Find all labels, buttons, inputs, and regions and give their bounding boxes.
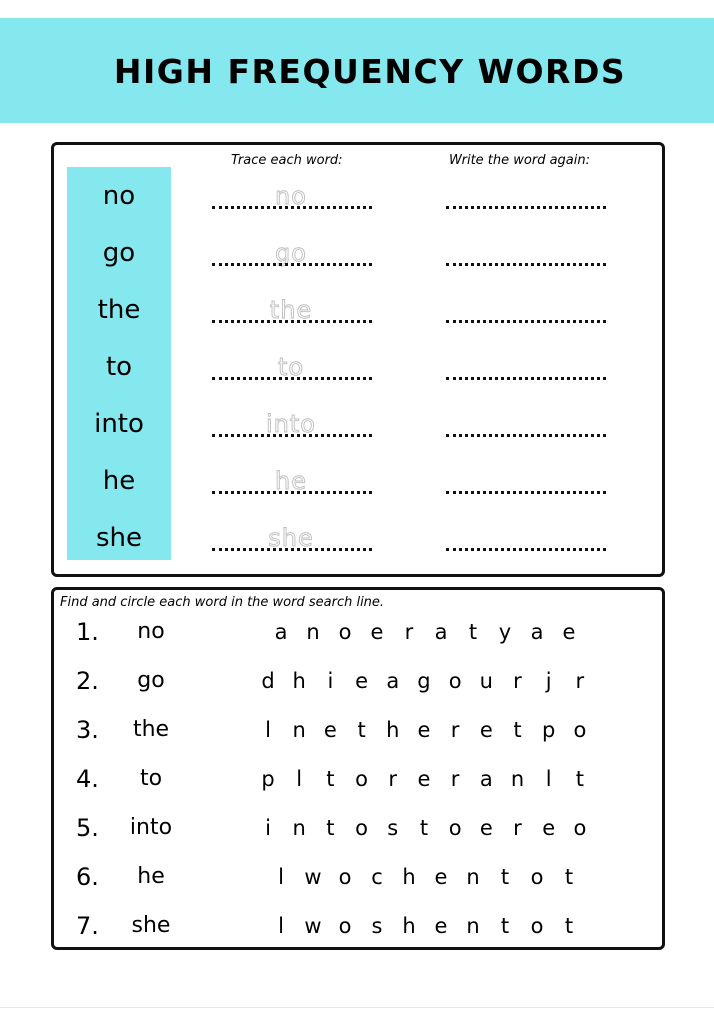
- letter-line: [272, 617, 578, 647]
- write-line: [446, 434, 606, 437]
- search-letter[interactable]: n: [510, 767, 525, 791]
- search-row-number: 2.: [76, 667, 99, 695]
- write-heading: Write the word again:: [449, 153, 591, 168]
- search-letter[interactable]: n: [466, 914, 480, 938]
- search-letter[interactable]: o: [338, 620, 352, 644]
- search-row-number: 4.: [76, 765, 99, 793]
- search-row-word: go: [137, 668, 165, 693]
- search-row: [54, 862, 662, 910]
- trace-word: to: [277, 353, 305, 381]
- write-line: [446, 320, 606, 323]
- search-letter[interactable]: o: [573, 816, 587, 840]
- trace-line: [212, 548, 372, 551]
- search-letter[interactable]: r: [388, 767, 398, 791]
- search-letter[interactable]: e: [355, 669, 369, 693]
- trace-panel: [51, 142, 665, 577]
- search-letter[interactable]: h: [386, 718, 400, 742]
- search-letter[interactable]: a: [434, 620, 448, 644]
- word-label: to: [105, 352, 133, 382]
- search-letter[interactable]: p: [261, 767, 275, 791]
- word-label: he: [102, 466, 136, 496]
- search-row-word: into: [129, 815, 173, 840]
- letter-line: [259, 715, 589, 745]
- page-title: HIGH FREQUENCY WORDS: [113, 52, 627, 91]
- search-row: [54, 764, 662, 812]
- search-letter[interactable]: a: [274, 620, 288, 644]
- write-line: [446, 377, 606, 380]
- trace-word: he: [275, 467, 307, 495]
- search-letter[interactable]: y: [498, 620, 512, 644]
- search-letter[interactable]: o: [448, 816, 462, 840]
- word-search-panel: [51, 587, 665, 950]
- word-label: no: [102, 181, 136, 211]
- search-letter[interactable]: l: [545, 767, 552, 791]
- search-letter[interactable]: i: [327, 669, 334, 693]
- trace-row: [54, 291, 662, 348]
- search-row: [54, 715, 662, 763]
- trace-line: [212, 491, 372, 494]
- search-letter[interactable]: a: [386, 669, 400, 693]
- search-letter[interactable]: r: [513, 669, 522, 693]
- search-letter[interactable]: e: [479, 816, 493, 840]
- search-row: [54, 911, 662, 959]
- search-letter[interactable]: t: [326, 816, 335, 840]
- search-letter[interactable]: t: [357, 718, 366, 742]
- search-letter[interactable]: t: [513, 718, 522, 742]
- search-letter[interactable]: e: [370, 620, 384, 644]
- search-letter[interactable]: n: [466, 865, 480, 889]
- search-letter[interactable]: o: [338, 865, 352, 889]
- search-letter[interactable]: c: [371, 865, 383, 889]
- search-row-number: 3.: [76, 716, 99, 744]
- letter-line: [272, 862, 578, 892]
- trace-row: [54, 177, 662, 234]
- search-letter[interactable]: t: [326, 767, 335, 791]
- trace-line: [212, 263, 372, 266]
- word-label: the: [97, 295, 141, 325]
- trace-line: [212, 434, 372, 437]
- search-letter[interactable]: r: [513, 816, 522, 840]
- search-letter[interactable]: e: [417, 767, 431, 791]
- search-letter[interactable]: o: [448, 669, 462, 693]
- search-letter[interactable]: e: [434, 865, 448, 889]
- letter-line: [259, 666, 589, 696]
- search-letter[interactable]: a: [530, 620, 544, 644]
- search-row-word: she: [131, 913, 171, 938]
- search-letter[interactable]: e: [417, 718, 431, 742]
- search-row-word: no: [137, 619, 165, 644]
- search-letter[interactable]: l: [265, 718, 271, 742]
- search-letter[interactable]: h: [402, 865, 416, 889]
- search-letter[interactable]: r: [575, 669, 585, 693]
- search-letter[interactable]: u: [479, 669, 493, 693]
- header-banner: [0, 18, 714, 123]
- search-letter[interactable]: p: [542, 718, 556, 742]
- search-letter[interactable]: g: [417, 669, 431, 693]
- trace-row: [54, 462, 662, 519]
- trace-word: go: [275, 239, 307, 267]
- search-letter[interactable]: o: [355, 816, 368, 840]
- search-letter[interactable]: t: [564, 865, 574, 889]
- search-letter[interactable]: s: [387, 816, 399, 840]
- search-letter[interactable]: e: [542, 816, 556, 840]
- search-letter[interactable]: e: [434, 914, 448, 938]
- search-letter[interactable]: h: [292, 669, 306, 693]
- search-row-word: to: [139, 766, 163, 791]
- trace-heading: Trace each word:: [231, 153, 343, 168]
- letter-line: [259, 813, 589, 843]
- search-letter[interactable]: t: [419, 816, 429, 840]
- write-line: [446, 263, 606, 266]
- search-letter[interactable]: o: [338, 914, 352, 938]
- search-letter[interactable]: t: [468, 620, 478, 644]
- search-letter[interactable]: i: [265, 816, 271, 840]
- trace-line: [212, 320, 372, 323]
- search-letter[interactable]: t: [575, 767, 584, 791]
- letter-line: [272, 911, 578, 941]
- write-line: [446, 491, 606, 494]
- search-letter[interactable]: n: [292, 816, 306, 840]
- search-row-number: 1.: [76, 618, 99, 646]
- search-letter[interactable]: n: [292, 718, 306, 742]
- search-letter[interactable]: t: [564, 914, 574, 938]
- trace-row: [54, 519, 662, 576]
- page-footer-line: [0, 1007, 714, 1008]
- trace-word: she: [268, 524, 314, 552]
- search-letter[interactable]: t: [500, 914, 510, 938]
- search-letter[interactable]: o: [573, 718, 587, 742]
- letter-line: [259, 764, 589, 794]
- search-letter[interactable]: n: [306, 620, 320, 644]
- search-row: [54, 617, 662, 665]
- search-letter[interactable]: j: [545, 669, 552, 693]
- search-letter[interactable]: l: [278, 914, 284, 938]
- search-letter[interactable]: w: [304, 865, 322, 889]
- write-line: [446, 548, 606, 551]
- search-letter[interactable]: h: [402, 914, 416, 938]
- search-letter[interactable]: e: [562, 620, 576, 644]
- word-label: she: [95, 523, 143, 553]
- trace-word: no: [275, 182, 307, 210]
- trace-word: the: [269, 296, 313, 324]
- trace-line: [212, 377, 372, 380]
- search-row: [54, 813, 662, 861]
- search-row-number: 5.: [76, 814, 99, 842]
- search-letter[interactable]: d: [261, 669, 275, 693]
- search-row-word: he: [137, 864, 165, 889]
- search-letter[interactable]: s: [371, 914, 383, 938]
- search-letter[interactable]: e: [479, 718, 493, 742]
- search-instruction: Find and circle each word in the word search line.: [60, 595, 385, 610]
- trace-word: into: [266, 410, 316, 438]
- word-label: go: [102, 238, 136, 268]
- search-row-number: 6.: [76, 863, 99, 891]
- search-letter[interactable]: w: [304, 914, 322, 938]
- search-letter[interactable]: l: [278, 865, 284, 889]
- trace-line: [212, 206, 372, 209]
- search-letter[interactable]: r: [450, 767, 460, 791]
- search-row-number: 7.: [76, 912, 99, 940]
- search-letter[interactable]: t: [500, 865, 510, 889]
- search-letter[interactable]: o: [355, 767, 368, 791]
- word-label: into: [94, 409, 144, 439]
- search-letter[interactable]: e: [323, 718, 337, 742]
- trace-row: [54, 348, 662, 405]
- search-letter[interactable]: l: [296, 767, 303, 791]
- search-row: [54, 666, 662, 714]
- search-row-word: the: [132, 717, 170, 742]
- search-letter[interactable]: o: [530, 865, 544, 889]
- trace-row: [54, 234, 662, 291]
- search-letter[interactable]: r: [450, 718, 460, 742]
- write-line: [446, 206, 606, 209]
- search-letter[interactable]: r: [404, 620, 414, 644]
- search-letter[interactable]: a: [479, 767, 493, 791]
- trace-row: [54, 405, 662, 462]
- search-letter[interactable]: o: [530, 914, 544, 938]
